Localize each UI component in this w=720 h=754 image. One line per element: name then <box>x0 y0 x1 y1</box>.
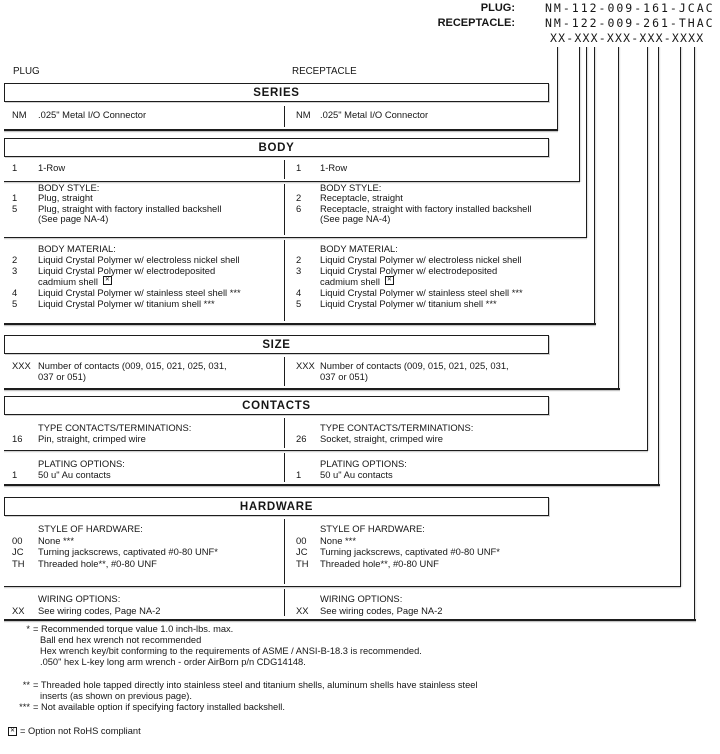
divider-hardware-style <box>284 519 285 584</box>
body-material-option: Liquid Crystal Polymer w/ stainless steel shell *** <box>320 287 523 298</box>
divider-wiring <box>284 589 285 616</box>
plating-option: 50 u" Au contacts <box>320 469 393 480</box>
rule-size-bottom <box>4 388 620 390</box>
contacts-type-plug: TYPE CONTACTS/TERMINATIONS: 16 Pin, straight, crimped wire <box>12 422 192 444</box>
plug-column-label: PLUG <box>13 66 40 77</box>
section-size-header <box>4 335 549 354</box>
contacts-type-option: Socket, straight, crimped wire <box>320 433 443 444</box>
body-style-receptacle: BODY STYLE: 2 Receptacle, straight 6 Receptacle, straight with factory installed backshell (See page NA-4) <box>296 182 532 225</box>
hardware-style-label: STYLE OF HARDWARE: <box>320 523 425 534</box>
wiring-option: See wiring codes, Page NA-2 <box>38 604 161 616</box>
body-receptacle-row <box>296 163 347 173</box>
receptacle-column-label: RECEPTACLE <box>292 66 357 77</box>
section-contacts-header <box>4 396 549 415</box>
hardware-style-option: Threaded hole**, #0-80 UNF <box>320 558 439 570</box>
body-style-option: Plug, straight <box>38 192 93 204</box>
body-material-option-cont: cadmium shell <box>38 276 98 287</box>
contacts-type-label: TYPE CONTACTS/TERMINATIONS: <box>38 422 192 433</box>
rule-series-bottom <box>4 129 558 131</box>
footnote-group-torque: * = Recommended torque value 1.0 inch-lbs. max. Ball end hex wrench not recommended Hex wrench key/bit conforming to the requirements of ASME / ANSI-B-18.3 is recommended. .050" hex L-key long arm wrench - order AirBorn p/n CDG14148. <box>26 624 422 667</box>
divider-series <box>284 106 285 127</box>
series-title: SERIES <box>253 86 300 99</box>
divider-body-style <box>284 184 285 235</box>
receptacle-part-number: NM-122-009-261-THAC <box>545 16 715 30</box>
body-material-receptacle: BODY MATERIAL: 2 Liquid Crystal Polymer w/ electroless nickel shell 3 Liquid Crystal Polymer w/ electrodeposited cadmium shell ✕ 4 Liquid Crystal Polymer w/ stainless steel shell *** 5 Liquid Crystal Polymer w/ titanium shell *** <box>296 243 523 309</box>
body-style-option: Receptacle, straight with factory installed backshell <box>320 202 532 214</box>
hardware-style-option: Turning jackscrews, captivated #0-80 UNF* <box>38 546 218 558</box>
body-style-note: (See page NA-4) <box>38 213 109 225</box>
body-style-note: (See page NA-4) <box>320 213 391 225</box>
body-material-label: BODY MATERIAL: <box>38 243 116 254</box>
wiring-plug: WIRING OPTIONS: XX See wiring codes, Page NA-2 <box>12 593 161 616</box>
footnote-rohs: ✕ = Option not RoHS compliant <box>8 726 141 737</box>
hardware-style-plug: STYLE OF HARDWARE: 00 None *** JC Turning jackscrews, captivated #0-80 UNF* TH Threaded hole**, #0-80 UNF <box>12 523 218 570</box>
body-title: BODY <box>258 141 295 154</box>
contacts-title: CONTACTS <box>242 399 311 412</box>
series-receptacle-code: NM <box>296 109 311 120</box>
section-body-header <box>4 138 549 157</box>
body-material-label: BODY MATERIAL: <box>320 243 398 254</box>
divider-body-row <box>284 160 285 179</box>
divider-contacts-type <box>284 418 285 448</box>
plating-receptacle: PLATING OPTIONS: 1 50 u" Au contacts <box>296 458 407 480</box>
body-style-label: BODY STYLE: <box>320 182 382 193</box>
body-plug-text: 1-Row <box>38 162 66 173</box>
rule-wiring-bottom <box>4 619 696 621</box>
body-material-option: Liquid Crystal Polymer w/ electrodeposited <box>38 265 216 276</box>
size-title: SIZE <box>262 338 291 351</box>
divider-plating <box>284 453 285 482</box>
hardware-style-option: Threaded hole**, #0-80 UNF <box>38 558 157 570</box>
callout-line-size <box>618 47 619 390</box>
series-plug-row <box>12 110 146 120</box>
hardware-style-option: None *** <box>38 534 74 546</box>
contacts-type-receptacle: TYPE CONTACTS/TERMINATIONS: 26 Socket, straight, crimped wire <box>296 422 474 444</box>
hardware-style-receptacle: STYLE OF HARDWARE: 00 None *** JC Turning jackscrews, captivated #0-80 UNF* TH Threaded hole**, #0-80 UNF <box>296 523 500 570</box>
not-rohs-icon <box>8 727 17 736</box>
not-rohs-icon <box>385 276 394 285</box>
body-material-option: Liquid Crystal Polymer w/ electroless nickel shell <box>320 254 522 265</box>
body-receptacle-code: 1 <box>296 162 302 173</box>
wiring-receptacle: WIRING OPTIONS: XX See wiring codes, Page NA-2 <box>296 593 443 616</box>
footnote-group-threaded: ** = Threaded hole tapped directly into stainless steel and titanium shells, aluminum shells have stainless steel inserts (as shown on previous page). *** = Not available option if specifying factory installed backshell. <box>19 680 478 712</box>
size-plug: XXX Number of contacts (009, 015, 021, 025, 031, 037 or 051) <box>12 360 227 382</box>
size-receptacle: XXX Number of contacts (009, 015, 021, 025, 031, 037 or 051) <box>296 360 509 382</box>
body-plug-row <box>12 163 65 173</box>
plating-label: PLATING OPTIONS: <box>320 458 407 469</box>
body-material-plug: BODY MATERIAL: 2 Liquid Crystal Polymer w/ electroless nickel shell 3 Liquid Crystal Polymer w/ electrodeposited cadmium shell ✕ 4 Liquid Crystal Polymer w/ stainless steel shell *** 5 Liquid Crystal Polymer w/ titanium shell *** <box>12 243 241 309</box>
size-text-cont: 037 or 051) <box>320 371 368 382</box>
body-material-option: Liquid Crystal Polymer w/ electrodeposited <box>320 265 498 276</box>
section-hardware-header <box>4 497 549 516</box>
rule-body-material-bottom <box>4 323 596 325</box>
rule-contacts-type-bottom <box>4 450 648 451</box>
body-style-option: Plug, straight with factory installed backshell <box>38 202 222 214</box>
rule-plating-bottom <box>4 484 660 486</box>
contacts-type-label: TYPE CONTACTS/TERMINATIONS: <box>320 422 474 433</box>
series-receptacle-row <box>296 110 428 120</box>
body-material-option: Liquid Crystal Polymer w/ titanium shell *** <box>320 298 497 309</box>
callout-line-hardware-style <box>680 47 681 587</box>
part-number-mask: XX-XXX-XXX-XXX-XXXX <box>550 31 705 45</box>
divider-size <box>284 357 285 386</box>
body-style-label: BODY STYLE: <box>38 182 100 193</box>
section-series-header <box>4 83 549 102</box>
not-rohs-icon <box>103 276 112 285</box>
callout-line-plating <box>658 47 659 486</box>
callout-line-body-style <box>586 47 587 238</box>
body-material-option: Liquid Crystal Polymer w/ titanium shell *** <box>38 298 215 309</box>
wiring-label: WIRING OPTIONS: <box>38 593 121 604</box>
body-plug-code: 1 <box>12 162 18 173</box>
receptacle-part-number-label: RECEPTACLE: <box>437 17 515 29</box>
contacts-type-option: Pin, straight, crimped wire <box>38 433 146 444</box>
plug-part-number-label: PLUG: <box>480 2 515 14</box>
plating-label: PLATING OPTIONS: <box>38 458 125 469</box>
body-receptacle-text: 1-Row <box>320 162 348 173</box>
series-receptacle-text: .025" Metal I/O Connector <box>320 109 429 120</box>
callout-line-contacts-type <box>647 47 648 451</box>
body-material-option-cont: cadmium shell <box>320 276 380 287</box>
rule-hardware-style-bottom <box>4 586 681 587</box>
size-text-cont: 037 or 051) <box>38 371 86 382</box>
plug-part-number: NM-112-009-161-JCAC <box>545 1 715 15</box>
wiring-option: See wiring codes, Page NA-2 <box>320 604 443 616</box>
series-plug-code: NM <box>12 109 27 120</box>
callout-line-wiring <box>694 47 695 621</box>
callout-line-body <box>579 47 580 182</box>
size-text: Number of contacts (009, 015, 021, 025, 031, <box>38 360 227 371</box>
body-material-option: Liquid Crystal Polymer w/ electroless nickel shell <box>38 254 240 265</box>
divider-body-material <box>284 240 285 321</box>
callout-line-body-material <box>594 47 595 325</box>
body-style-plug: BODY STYLE: 1 Plug, straight 5 Plug, straight with factory installed backshell (See page NA-4) <box>12 182 222 225</box>
hardware-style-option: None *** <box>320 534 356 546</box>
callout-line-series <box>557 47 558 131</box>
hardware-title: HARDWARE <box>239 500 314 513</box>
hardware-style-option: Turning jackscrews, captivated #0-80 UNF* <box>320 546 500 558</box>
size-text: Number of contacts (009, 015, 021, 025, 031, <box>320 360 509 371</box>
plating-option: 50 u" Au contacts <box>38 469 111 480</box>
series-plug-text: .025" Metal I/O Connector <box>38 109 147 120</box>
hardware-style-label: STYLE OF HARDWARE: <box>38 523 143 534</box>
body-style-option: Receptacle, straight <box>320 192 403 204</box>
body-material-option: Liquid Crystal Polymer w/ stainless steel shell *** <box>38 287 241 298</box>
wiring-label: WIRING OPTIONS: <box>320 593 403 604</box>
plating-plug: PLATING OPTIONS: 1 50 u" Au contacts <box>12 458 125 480</box>
rule-body-style-bottom <box>4 237 587 238</box>
